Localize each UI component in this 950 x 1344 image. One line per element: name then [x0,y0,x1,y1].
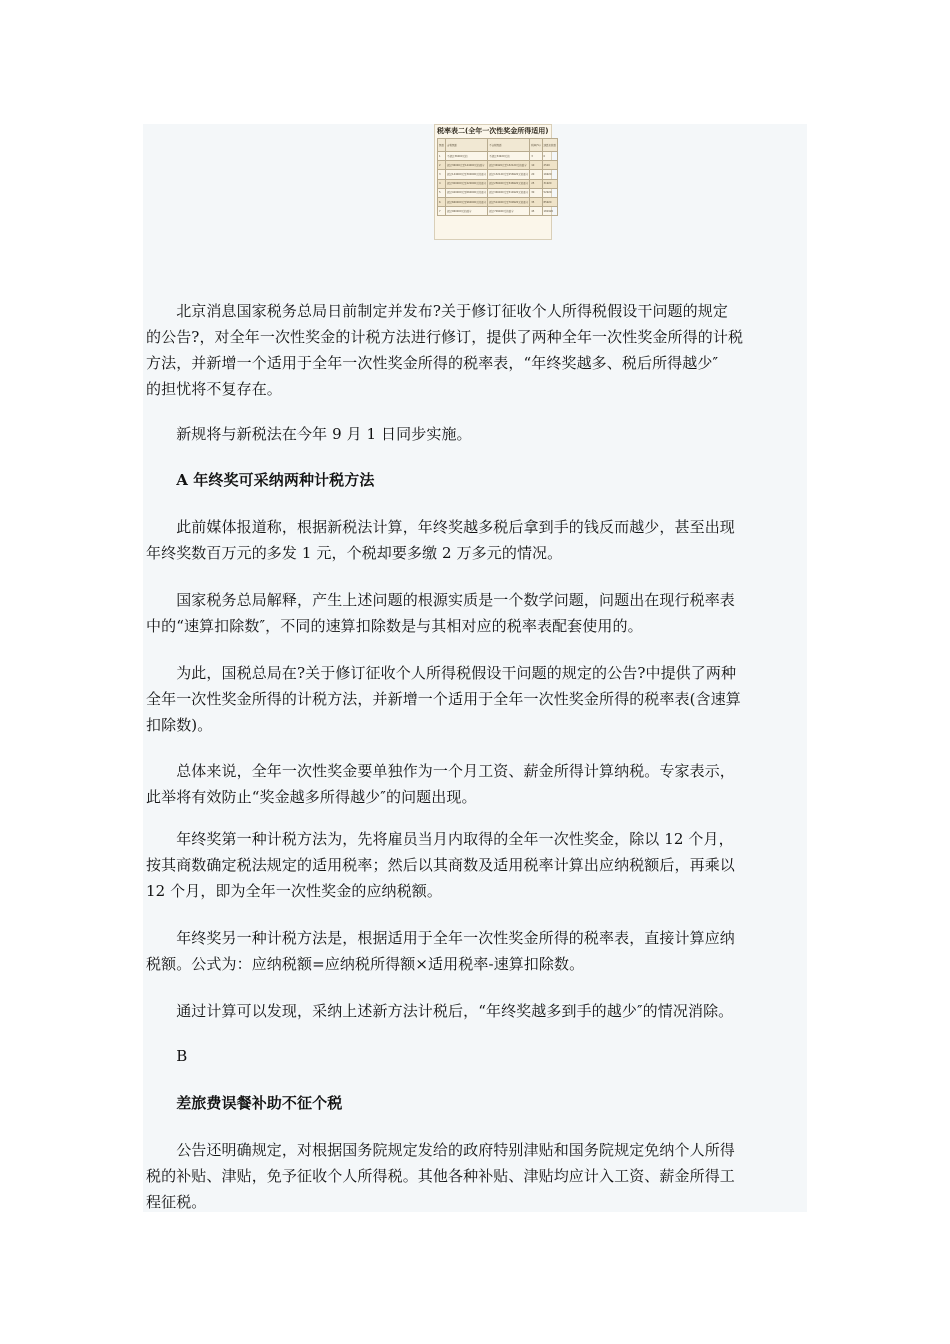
table-cell: 超过660000元至960000元的部分 [446,197,488,206]
paragraph-5 [146,660,810,738]
tax-rate-table [437,138,558,216]
table-cell: 2 [438,161,446,170]
text-line: 国家税务总局解释，产生上述问题的根源实质是一个数学问题，问题出在现行税率表 [146,591,735,609]
table-cell: 超过144000元至300000元的部分 [446,170,488,179]
table-cell: 45 [530,207,542,216]
text-line: 12 个月，即为全年一次性奖金的应纳税额。 [146,882,442,900]
table-cell: 超过420000元至660000元的部分 [446,188,488,197]
paragraph-6 [146,758,810,810]
table-header-cell: 税率(%) [530,139,542,152]
paragraph-7 [146,826,810,904]
section-heading-a [146,467,810,493]
table-cell: 10 [530,161,542,170]
text-line: 税的补贴、津贴，免予征收个人所得税。其他各种补贴、津贴均应计入工资、薪金所得工 [146,1167,735,1185]
paragraph-10 [146,1137,810,1215]
table-cell: 30 [530,188,542,197]
text-line: A 年终奖可采纳两种计税方法 [146,471,375,489]
table-cell: 超过709920元的部分 [488,207,530,216]
section-label-b [146,1043,810,1069]
table-cell: 6 [438,197,446,206]
text-line: 方法，并新增一个适用于全年一次性奖金所得的税率表，“年终奖越多、税后所得越少″ [146,354,719,372]
table-cell: 5 [438,188,446,197]
table-cell: 超过514920元至709920元的部分 [488,197,530,206]
table-row [438,197,558,206]
table-cell: 超过300000元至420000元的部分 [446,179,488,188]
table-cell: 16920 [542,170,558,179]
text-line: 的担忧将不复存在。 [146,380,282,398]
table-cell: 2520 [542,161,558,170]
table-row [438,152,558,161]
table-cell: 3 [438,170,446,179]
tax-rate-table-title: 税率表二(全年一次性奖金所得适用) [437,127,549,135]
table-cell: 不超过34920元的 [488,152,530,161]
table-cell: 超过132120元至256920元的部分 [488,170,530,179]
text-line: 税额。公式为：应纳税额=应纳税所得额×适用税率-速算扣除数。 [146,955,585,973]
table-cell: 25 [530,179,542,188]
table-cell: 超过960000元的部分 [446,207,488,216]
text-line: 差旅费误餐补助不征个税 [146,1094,343,1112]
table-header-cell: 不含税级距 [488,139,530,152]
paragraph-1 [146,298,810,402]
table-cell: 超过34920元至132120元的部分 [488,161,530,170]
text-line: 总体来说，全年一次性奖金要单独作为一个月工资、薪金所得计算纳税。专家表示， [146,762,735,780]
table-cell: 超过346920元至514920元的部分 [488,188,530,197]
text-line: B [146,1047,188,1065]
table-cell: 超过36000元至144000元的部分 [446,161,488,170]
paragraph-8 [146,925,810,977]
paragraph-4 [146,587,810,639]
paragraph-3 [146,514,810,566]
text-line: 此举将有效防止“奖金越多所得越少″的问题出现。 [146,788,477,806]
table-cell: 3 [530,152,542,161]
text-line: 年终奖数百万元的多发 1 元，个税却要多缴 2 万多元的情况。 [146,544,563,562]
table-cell: 35 [530,197,542,206]
tax-rate-table-image [434,124,557,240]
table-cell: 4 [438,179,446,188]
table-cell: 20 [530,170,542,179]
text-line: 全年一次性奖金所得的计税方法，并新增一个适用于全年一次性奖金所得的税率表(含速算 [146,690,741,708]
table-cell: 52920 [542,188,558,197]
text-line: 此前媒体报道称，根据新税法计算，年终奖越多税后拿到手的钱反而越少，甚至出现 [146,518,735,536]
table-header-cell: 速算扣除数 [542,139,558,152]
text-line: 北京消息国家税务总局日前制定并发布?关于修订征收个人所得税假设干问题的规定 [146,302,728,320]
section-heading-b [146,1090,810,1116]
text-line: 新规将与新税法在今年 9 月 1 日同步实施。 [146,425,472,443]
text-line: 的公告?，对全年一次性奖金的计税方法进行修订，提供了两种全年一次性奖金所得的计税 [146,328,744,346]
table-cell: 0 [542,152,558,161]
table-row [438,188,558,197]
text-line: 通过计算可以发现，采纳上述新方法计税后，“年终奖越多到手的越少″的情况消除。 [146,1002,734,1020]
table-header-cell: 含税级距 [446,139,488,152]
table-row [438,170,558,179]
paragraph-2 [146,421,810,447]
text-line: 扣除数)。 [146,716,213,734]
text-line: 为此，国税总局在?关于修订征收个人所得税假设干问题的规定的公告?中提供了两种 [146,664,737,682]
table-cell: 1 [438,152,446,161]
table-row [438,207,558,216]
table-cell: 181920 [542,207,558,216]
text-line: 年终奖第一种计税方法为，先将雇员当月内取得的全年一次性奖金，除以 12 个月， [146,830,734,848]
text-line: 按其商数确定税法规定的适用税率；然后以其商数及适用税率计算出应纳税额后，再乘以 [146,856,735,874]
table-cell: 31920 [542,179,558,188]
table-cell: 7 [438,207,446,216]
table-row [438,179,558,188]
table-header-row [438,139,558,152]
text-line: 中的“速算扣除数″，不同的速算扣除数是与其相对应的税率表配套使用的。 [146,617,643,635]
text-line: 年终奖另一种计税方法是，根据适用于全年一次性奖金所得的税率表，直接计算应纳 [146,929,735,947]
table-cell: 超过256920元至346920元的部分 [488,179,530,188]
table-header-cell: 级数 [438,139,446,152]
table-cell: 不超过36000元的 [446,152,488,161]
paragraph-9 [146,998,810,1024]
text-line: 程征税。 [146,1193,207,1211]
text-line: 公告还明确规定，对根据国务院规定发给的政府特别津贴和国务院规定免纳个人所得 [146,1141,735,1159]
table-row [438,161,558,170]
table-cell: 85920 [542,197,558,206]
